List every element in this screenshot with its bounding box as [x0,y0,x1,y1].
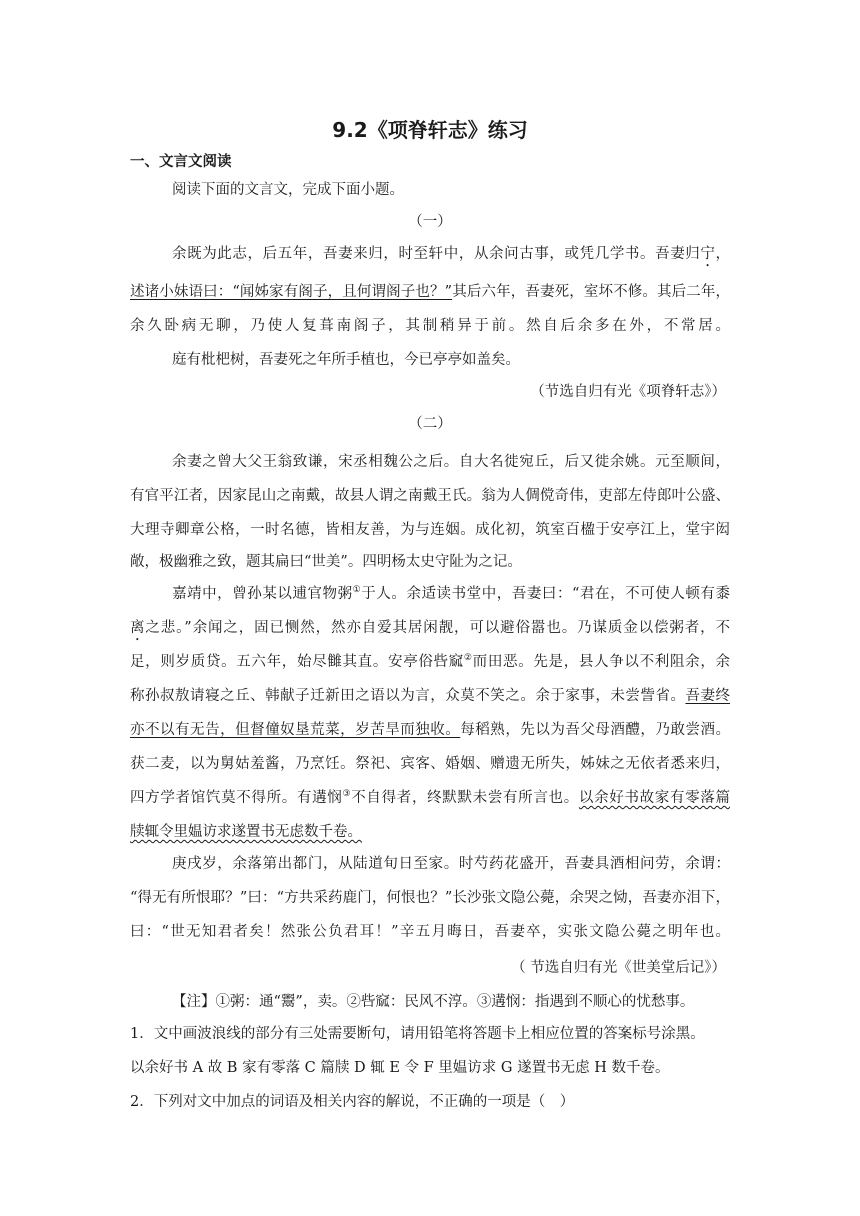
passage1-line: 述诸小妹语曰：“闻姊家有阁子，且何谓阁子也？”其后六年，吾妻死，室坏不修。其后二年， [130,284,731,300]
passage1-line: 余久卧病无聊，乃使人复葺南阁子，其制稍异于前。然自后余多在外，不常居。 [130,318,730,334]
page-title: 9.2《项脊轩志》练习 [332,118,528,142]
footnote-mark: ② [463,653,473,664]
passage2-line: 称孙叔敖请寝之丘、韩献子迁新田之语以为言，众莫不笑之。余于家事，未尝訾省。吾妻终 [130,688,731,704]
instruction: 阅读下面的文言文，完成下面小题。 [172,182,404,198]
dotted-word: 离 [130,620,146,636]
passage2-line: “得无有所恨耶？”曰：“方共采药鹿门，何恨也？”长沙张文隐公薨，余哭之恸，吾妻亦泪下， [130,890,730,906]
dotted-word: 宁 [700,246,716,262]
passage1-line: 庭有枇杷树，吾妻死之年所手植也，今已亭亭如盖矣。 [172,352,520,368]
passage1-line: 余既为此志，后五年，吾妻来归，时至轩中，从余问古事，或凭几学书。吾妻归宁， [172,246,731,262]
footnote-mark: ① [352,585,362,596]
passage2-line [130,822,362,842]
passage1-source: （节选自归有光《项脊轩志》） [530,384,726,400]
underlined-sentence: 亦不以有无告，但督僮奴垦荒菜，岁苦旱而独收。 [130,722,461,738]
passage2-source: （ 节选自归有光《世美堂后记》） [511,960,726,976]
underlined-sentence: 吾妻终 [685,688,731,704]
underlined-sentence: 述诸小妹语曰：“闻姊家有阁子，且何谓阁子也？” [130,284,453,300]
wavy-underlined-sentence: 以余好书故家有零落篇 [578,790,731,806]
section-heading: 一、文言文阅读 [130,154,232,170]
passage2-line: 余妻之曾大父王翁致谦，宋丞相魏公之后。自大名徙宛丘，后又徙余姚。元至顺间， [172,454,730,470]
passage2-line: 敞，极幽雅之致，题其扁曰“世美”。四明杨太史守阯为之记。 [130,554,522,570]
passage2-line: 大理寺卿章公格，一时名德，皆相友善，为与连姻。成化初，筑室百楹于安亭江上，堂宇闳 [130,522,730,538]
passage2-line: 有官平江者，因家昆山之南戴，故县人谓之南戴王氏。翁为人倜傥奇伟，吏部左侍郎叶公盛、 [130,488,730,504]
passage2-line: 庚戌岁，余落第出都门，从陆道旬日至家。时芍药花盛开，吾妻具酒相问劳，余谓： [172,856,730,872]
question-1: 1．文中画波浪线的部分有三处需要断句，请用铅笔将答题卡上相应位置的答案标号涂黑。 [130,1026,705,1042]
passage2-label: （二） [408,416,452,432]
question-1-options: 以余好书 A 故 B 家有零落 C 篇牍 D 辄 E 令 F 里媪访求 G 遂置书无虑 H 数千卷。 [130,1060,670,1076]
passage2-line: 嘉靖中，曾孙某以逋官物粥①于人。余适读书堂中，吾妻曰：“君在，不可使人顿有黍 [172,585,730,602]
passage2-line: 获二麦，以为舅姑羞酱，乃烹饪。祭祀、宾客、婚姻、赠遗无所失，姊妹之无依者悉来归， [130,756,730,772]
wavy-underlined-sentence: 牍辄令里媪访求遂置书无虑数千卷。 [130,824,362,840]
passage2-line: 足，则岁质贷。五六年，始尽雠其直。安亭俗呰窳②而田恶。先是，县人争以不利阻余，余 [130,653,730,670]
passage2-line: 离之悲。”余闻之，固已恻然，然亦自爱其居闲靓，可以避俗嚣也。乃谋质金以偿粥者，不 [130,620,730,636]
question-2: 2．下列对文中加点的词语及相关内容的解说，不正确的一项是（ ） [130,1094,575,1110]
footnotes: 【注】①粥：通“鬻”，卖。②呰窳：民风不淳。③遘悯：指遇到不顺心的忧愁事。 [172,994,695,1010]
passage2-line: 亦不以有无告，但督僮奴垦荒菜，岁苦旱而独收。每稻熟，先以为吾父母酒醴，乃敢尝酒。 [130,722,730,738]
passage1-label: （一） [408,214,452,230]
passage2-line: 四方学者馆饩莫不得所。有遘悯③不自得者，终默默未尝有所言也。以余好书故家有零落篇 [130,789,731,806]
passage2-line: 曰：“世无知君者矣！然张公负君耳！”辛五月晦日，吾妻卒，实张文隐公薨之明年也。 [130,924,730,940]
footnote-mark: ③ [342,789,352,800]
